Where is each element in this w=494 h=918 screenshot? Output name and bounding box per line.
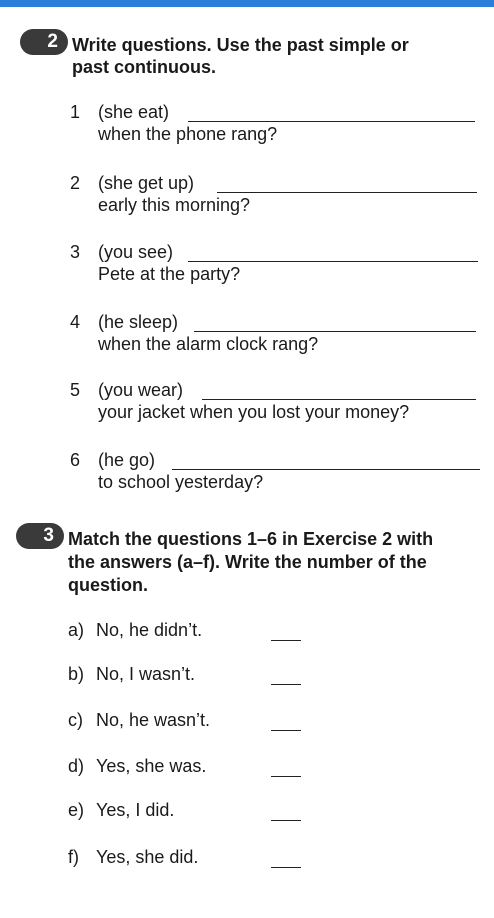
exercise-heading: [68, 528, 433, 597]
answer-line[interactable]: [217, 192, 477, 193]
item-number: 5: [70, 380, 81, 400]
question-continuation: your jacket when you lost your money?: [98, 402, 410, 422]
question-continuation: Pete at the party?: [98, 264, 241, 284]
question-continuation: to school yesterday?: [98, 472, 264, 492]
verb-prompt: (you see): [98, 242, 174, 262]
answer-line[interactable]: [188, 121, 475, 122]
answer-line[interactable]: [194, 331, 476, 332]
item-number: 2: [70, 173, 81, 193]
answer-text: Yes, I did.: [96, 800, 175, 820]
item-number: 1: [70, 102, 81, 122]
answer-letter: b): [68, 664, 85, 684]
heading-line: Write questions. Use the past simple or: [72, 35, 409, 55]
heading-line: past continuous.: [72, 57, 216, 77]
exercise-number-badge: 3: [16, 523, 64, 549]
answer-blank[interactable]: [271, 684, 301, 685]
answer-blank[interactable]: [271, 730, 301, 731]
answer-line[interactable]: [172, 469, 480, 470]
item-number: 6: [70, 450, 81, 470]
answer-text: Yes, she did.: [96, 847, 199, 867]
answer-text: Yes, she was.: [96, 756, 207, 776]
answer-line[interactable]: [202, 399, 476, 400]
verb-prompt: (she get up): [98, 173, 195, 193]
verb-prompt: (he sleep): [98, 312, 179, 332]
answer-letter: e): [68, 800, 85, 820]
exercise-number-badge: 2: [20, 29, 68, 55]
answer-letter: a): [68, 620, 85, 640]
heading-line: the answers (a–f). Write the number of the: [68, 552, 427, 572]
answer-text: No, I wasn’t.: [96, 664, 196, 684]
heading-line: Match the questions 1–6 in Exercise 2 with: [68, 529, 434, 549]
verb-prompt: (he go): [98, 450, 156, 470]
answer-letter: c): [68, 710, 83, 730]
question-continuation: when the phone rang?: [98, 124, 278, 144]
answer-text: No, he didn’t.: [96, 620, 203, 640]
item-number: 3: [70, 242, 81, 262]
answer-blank[interactable]: [271, 820, 301, 821]
verb-prompt: (you wear): [98, 380, 184, 400]
item-number: 4: [70, 312, 81, 332]
answer-blank[interactable]: [271, 640, 301, 641]
answer-blank[interactable]: [271, 867, 301, 868]
answer-text: No, he wasn’t.: [96, 710, 211, 730]
verb-prompt: (she eat): [98, 102, 170, 122]
answer-blank[interactable]: [271, 776, 301, 777]
answer-line[interactable]: [188, 261, 478, 262]
question-continuation: when the alarm clock rang?: [98, 334, 319, 354]
top-color-bar: [0, 0, 494, 7]
answer-letter: d): [68, 756, 85, 776]
question-continuation: early this morning?: [98, 195, 251, 215]
answer-letter: f): [68, 847, 79, 867]
exercise-heading: [72, 34, 409, 78]
heading-line: question.: [68, 575, 148, 595]
